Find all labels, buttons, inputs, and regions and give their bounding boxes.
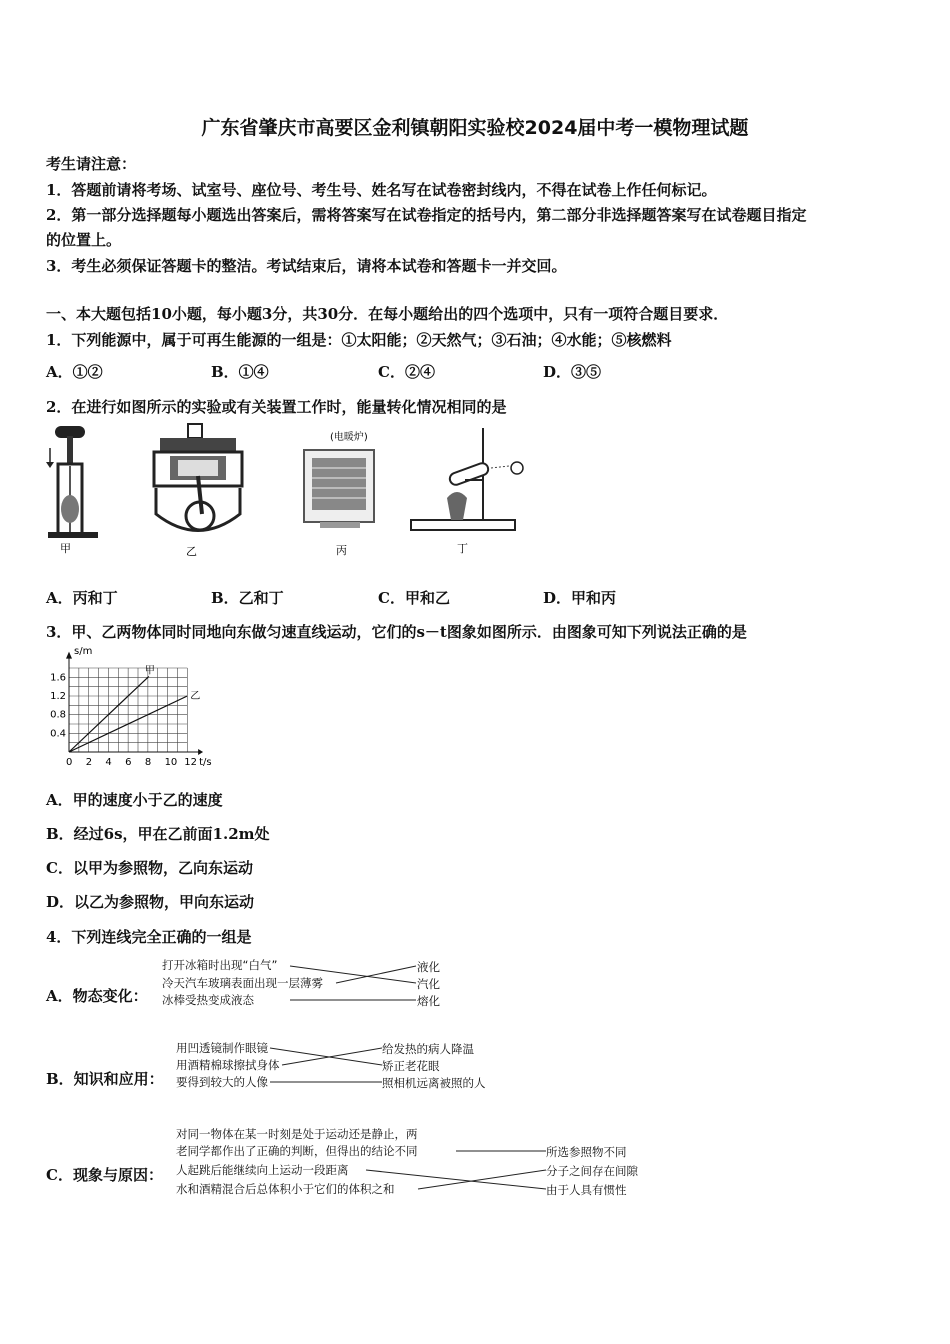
q4-a-connectors	[290, 958, 420, 1008]
q1-option-a: A．①②	[46, 363, 103, 381]
q4-c-right-3: 由于人具有惯性	[546, 1183, 627, 1197]
y-axis-label: s/m	[74, 646, 93, 657]
y-tick-label: 1.2	[50, 691, 66, 702]
y-tick-label: 1.6	[50, 672, 66, 684]
q2-stem: 2．在进行如图所示的实验或有关装置工作时，能量转化情况相同的是	[46, 398, 507, 416]
q1-option-c: C．②④	[378, 363, 435, 381]
q4-c-right-1: 所选参照物不同	[546, 1145, 627, 1159]
q4-c-label: C．现象与原因：	[46, 1166, 163, 1184]
q4-c-left-4: 水和酒精混合后总体积小于它们的体积之和	[176, 1182, 395, 1196]
q4-b-left-1: 用凹透镜制作眼镜	[176, 1041, 268, 1055]
heater-figure	[300, 428, 390, 560]
q4-b-right-2: 矫正老花眼	[382, 1059, 440, 1073]
series-label-1: 乙	[190, 691, 201, 702]
q2-option-c: C．甲和乙	[378, 589, 450, 607]
y-tick-label: 0.8	[50, 709, 66, 721]
fig-label-jia: 甲	[60, 542, 71, 555]
notice-item-2-cont: 的位置上。	[46, 231, 122, 249]
x-tick-label: 0	[66, 757, 73, 768]
series-line-0	[69, 676, 149, 752]
q4-a-left-1: 打开冰箱时出现“白气”	[162, 958, 278, 972]
q4-b-left-2: 用酒精棉球擦拭身体	[176, 1058, 280, 1072]
section-heading: 一、本大题包括10小题，每小题3分，共30分．在每小题给出的四个选项中，只有一项符合题目要求．	[46, 305, 729, 323]
q1-stem: 1．下列能源中，属于可再生能源的一组是：①太阳能；②天然气；③石油；④水能；⑤核燃料	[46, 331, 672, 349]
steam-figure	[405, 424, 535, 560]
notice-item-1: 1．答题前请将考场、试室号、座位号、考生号、姓名写在试卷密封线内，不得在试卷上作任何标记。	[46, 181, 717, 199]
q4-b-left-3: 要得到较大的人像	[176, 1075, 268, 1089]
engine-figure	[148, 422, 248, 562]
q4-c-left-3: 人起跳后能继续向上运动一段距离	[176, 1163, 349, 1177]
q3-option-c: C．以甲为参照物，乙向东运动	[46, 859, 253, 877]
q4-a-left-3: 冰棒受热变成液态	[162, 993, 254, 1007]
x-axis-arrow	[198, 749, 203, 755]
x-tick-label: 12	[184, 757, 198, 768]
q4-c-left-1: 对同一物体在某一时刻是处于运动还是静止，两	[176, 1127, 418, 1141]
x-tick-label: 8	[144, 757, 152, 768]
q4-b-connectors	[270, 1040, 385, 1090]
fig-label-ding: 丁	[457, 542, 468, 555]
x-tick-label: 10	[164, 757, 178, 768]
notice-item-3: 3．考生必须保证答题卡的整洁。考试结束后，请将本试卷和答题卡一并交回。	[46, 257, 567, 275]
chart-axes	[66, 652, 203, 755]
q4-a-left-2: 冷天汽车玻璃表面出现一层薄雾	[162, 976, 323, 990]
q3-option-d: D．以乙为参照物，甲向东运动	[46, 893, 255, 911]
q3-stem: 3．甲、乙两物体同时同地向东做匀速直线运动，它们的s－t图象如图所示．由图象可知下列说法正确的是	[46, 623, 747, 641]
q4-a-right-3: 熔化	[417, 994, 440, 1008]
q2-option-a: A．丙和丁	[46, 589, 118, 607]
y-tick-label: 0.4	[50, 728, 66, 740]
x-tick-label: 2	[85, 757, 93, 768]
q4-a-right-1: 液化	[417, 960, 440, 974]
pump-figure	[40, 424, 110, 559]
q3-option-a: A．甲的速度小于乙的速度	[46, 791, 223, 809]
q1-option-b: B．①④	[211, 363, 269, 381]
q1-option-d: D．③⑤	[543, 363, 602, 381]
fig-label-yi: 乙	[186, 545, 197, 558]
q4-c-right-2: 分子之间存在间隙	[546, 1164, 638, 1178]
x-tick-label: 4	[105, 757, 112, 768]
q4-c-left-2: 老同学都作出了正确的判断，但得出的结论不同	[176, 1144, 418, 1158]
heater-label: (电暖炉)	[330, 432, 368, 443]
q4-b-right-3: 照相机远离被照的人	[382, 1076, 486, 1090]
q2-option-b: B．乙和丁	[211, 589, 284, 607]
notice-heading: 考生请注意：	[46, 155, 137, 173]
notice-item-2: 2．第一部分选择题每小题选出答案后，需将答案写在试卷指定的括号内，第二部分非选择题答案写在试卷题目指定	[46, 206, 807, 224]
y-axis-arrow	[66, 652, 72, 659]
chart-grid	[69, 668, 187, 752]
st-chart	[44, 646, 214, 774]
page-title: 广东省肇庆市高要区金利镇朝阳实验校2024届中考一模物理试题	[201, 117, 749, 139]
x-axis-label: t/s	[199, 757, 212, 768]
series-label-0: 甲	[144, 665, 155, 677]
x-tick-label: 6	[125, 757, 132, 768]
q3-option-b: B．经过6s，甲在乙前面1.2m处	[46, 825, 270, 843]
q4-b-right-1: 给发热的病人降温	[382, 1042, 474, 1056]
q4-a-label: A．物态变化：	[46, 987, 148, 1005]
q4-c-connectors	[366, 1142, 548, 1194]
q4-b-label: B．知识和应用：	[46, 1070, 164, 1088]
q4-a-right-2: 汽化	[417, 977, 440, 991]
q4-stem: 4．下列连线完全正确的一组是	[46, 928, 252, 946]
fig-label-bing: 丙	[336, 544, 347, 557]
q2-option-d: D．甲和丙	[543, 589, 617, 607]
